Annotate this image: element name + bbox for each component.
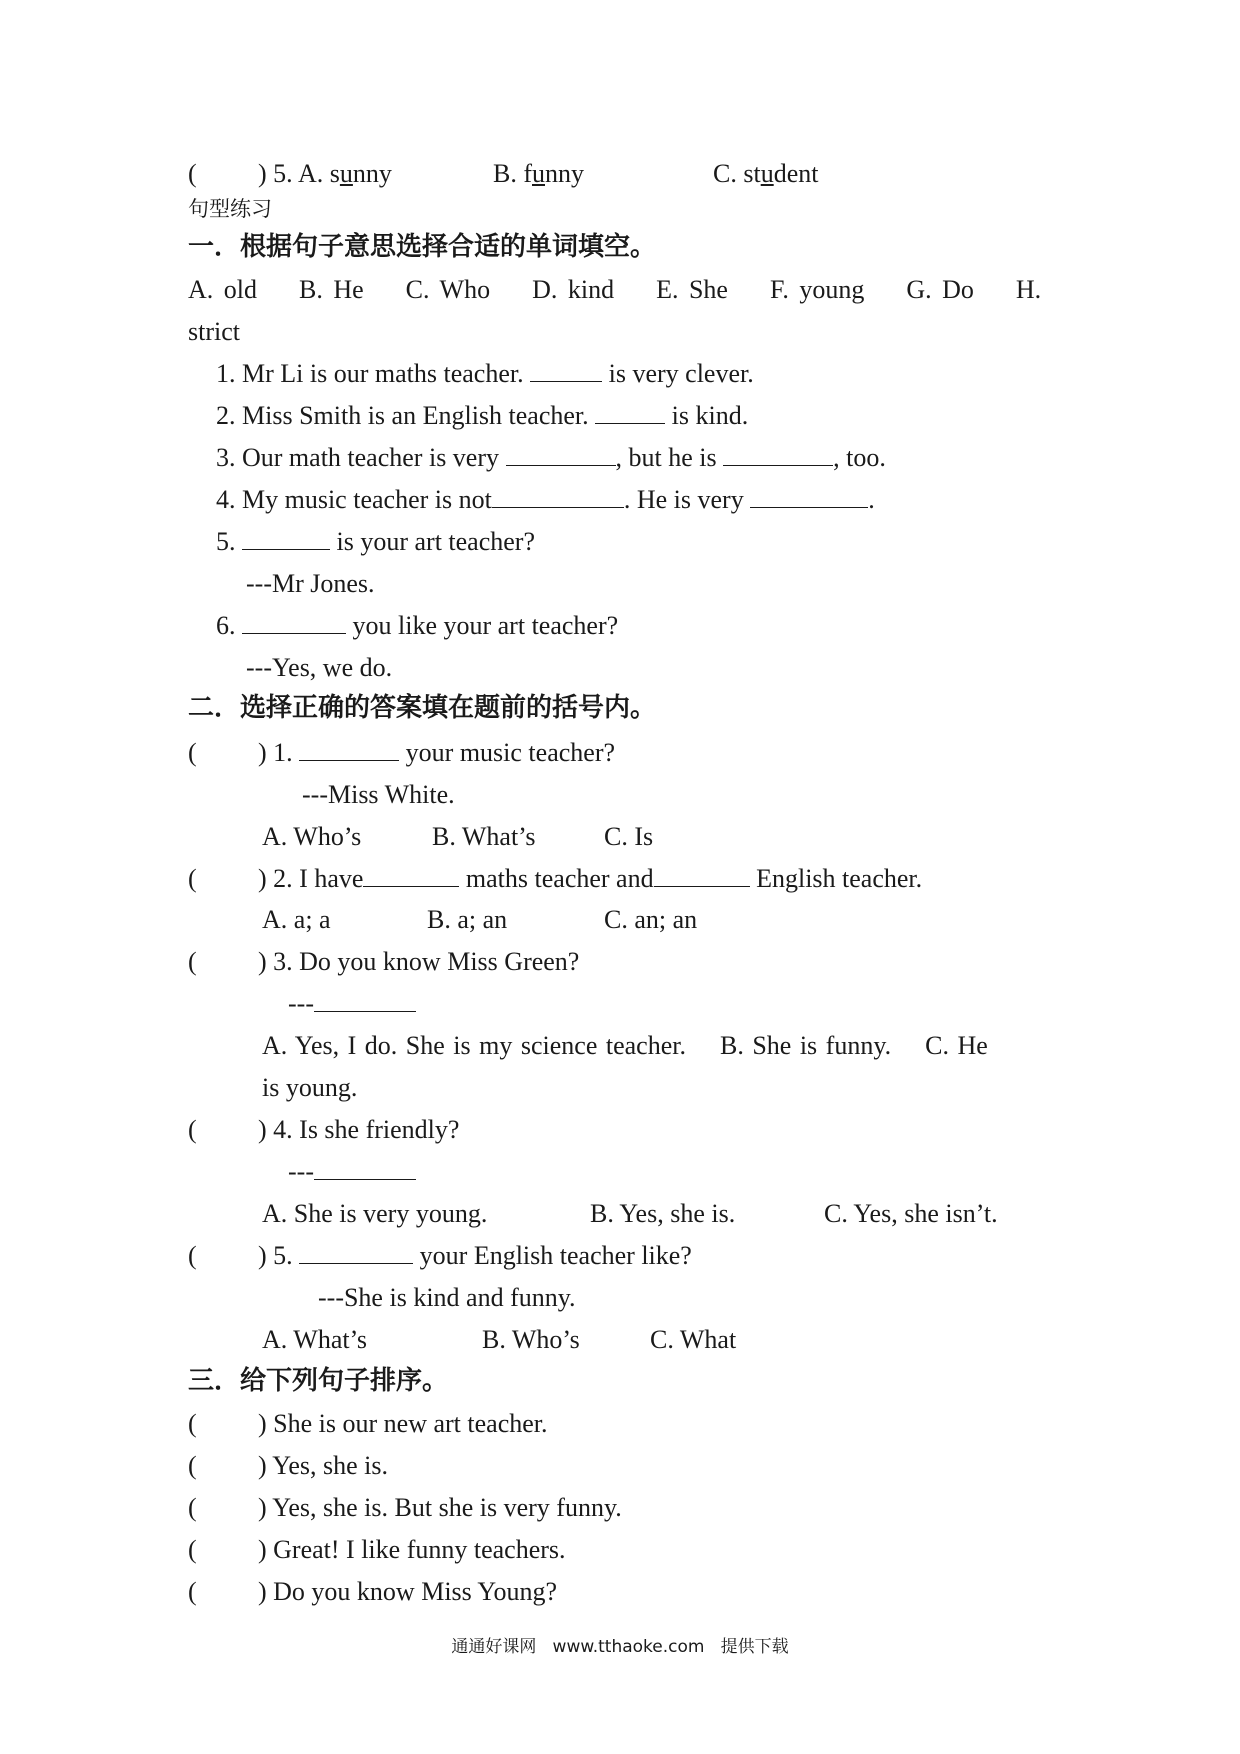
part1-q6: 6. you like your art teacher? — [216, 611, 619, 640]
option-a: A. sunny — [298, 159, 392, 188]
blank[interactable] — [723, 443, 833, 466]
part1-q2: 2. Miss Smith is an English teacher. is kind. — [216, 401, 749, 430]
part1-q4: 4. My music teacher is not . He is very . — [216, 485, 875, 514]
part1-q5: 5. is your art teacher? — [216, 527, 536, 556]
part1-q5-answer: ---Mr Jones. — [246, 569, 375, 598]
blank[interactable] — [299, 738, 399, 761]
option-c: C. student — [713, 159, 819, 188]
blank[interactable] — [314, 1157, 416, 1180]
part2-q3-options-line2: is young. — [262, 1073, 358, 1102]
blank[interactable] — [654, 864, 750, 887]
part2-q1-options: A. Who’s B. What’s C. Is — [262, 822, 654, 851]
part2-q4-dash: --- — [288, 1156, 416, 1188]
part3-item: ( ) She is our new art teacher. — [188, 1409, 548, 1438]
part3-title: 三．给下列句子排序。 — [188, 1366, 449, 1396]
footer: 通通好课网 www.tthaoke.com 提供下载 — [451, 1637, 789, 1657]
part2-q5: ( ) 5. your English teacher like? — [188, 1241, 692, 1270]
option-b: B. funny — [493, 159, 584, 188]
blank[interactable] — [299, 1241, 413, 1264]
part1-title: 一．根据句子意思选择合适的单词填空。 — [188, 232, 657, 262]
blank[interactable] — [242, 611, 346, 634]
blank[interactable] — [492, 485, 624, 508]
part2-q5-answer: ---She is kind and funny. — [318, 1283, 576, 1312]
part3-item: ( ) Yes, she is. — [188, 1451, 389, 1480]
part1-q1: 1. Mr Li is our maths teacher. is very clever. — [216, 359, 754, 388]
part2-q2: ( ) 2. I have maths teacher and English teacher. — [188, 864, 923, 893]
section-label: 句型练习 — [188, 197, 272, 221]
part2-q4: ( ) 4. Is she friendly? — [188, 1115, 460, 1144]
part3-item: ( ) Yes, she is. But she is very funny. — [188, 1493, 622, 1522]
blank[interactable] — [530, 359, 602, 382]
part2-q2-options: A. a; a B. a; an C. an; an — [262, 905, 698, 934]
blank[interactable] — [314, 989, 416, 1012]
part1-options-line1: A. old B. He C. Who D. kind E. She F. young G. Do H. — [188, 275, 1042, 304]
part2-q1: ( ) 1. your music teacher? — [188, 738, 616, 767]
part1-q3: 3. Our math teacher is very , but he is , too. — [216, 443, 886, 472]
part2-q3-dash: --- — [288, 988, 416, 1020]
blank[interactable] — [595, 401, 665, 424]
part2-q3: ( ) 3. Do you know Miss Green? — [188, 947, 580, 976]
part2-title: 二．选择正确的答案填在题前的括号内。 — [188, 693, 657, 723]
part2-q1-answer: ---Miss White. — [302, 780, 455, 809]
part2-q4-options: A. She is very young. B. Yes, she is. C. Yes, she isn’t. — [262, 1199, 998, 1228]
part3-item: ( ) Do you know Miss Young? — [188, 1577, 558, 1606]
question-5-pronunciation: ( ) 5. A. sunny B. funny C. student — [188, 159, 819, 188]
part3-item: ( ) Great! I like funny teachers. — [188, 1535, 566, 1564]
blank[interactable] — [242, 527, 330, 550]
part1-q6-answer: ---Yes, we do. — [246, 653, 393, 682]
blank[interactable] — [363, 864, 459, 887]
blank[interactable] — [506, 443, 616, 466]
blank[interactable] — [750, 485, 868, 508]
part1-options-line2: strict — [188, 317, 240, 346]
part2-q5-options: A. What’s B. Who’s C. What — [262, 1325, 737, 1354]
part2-q3-options-line1: A. Yes, I do. She is my science teacher. B. She is funny. C. He — [262, 1031, 988, 1060]
